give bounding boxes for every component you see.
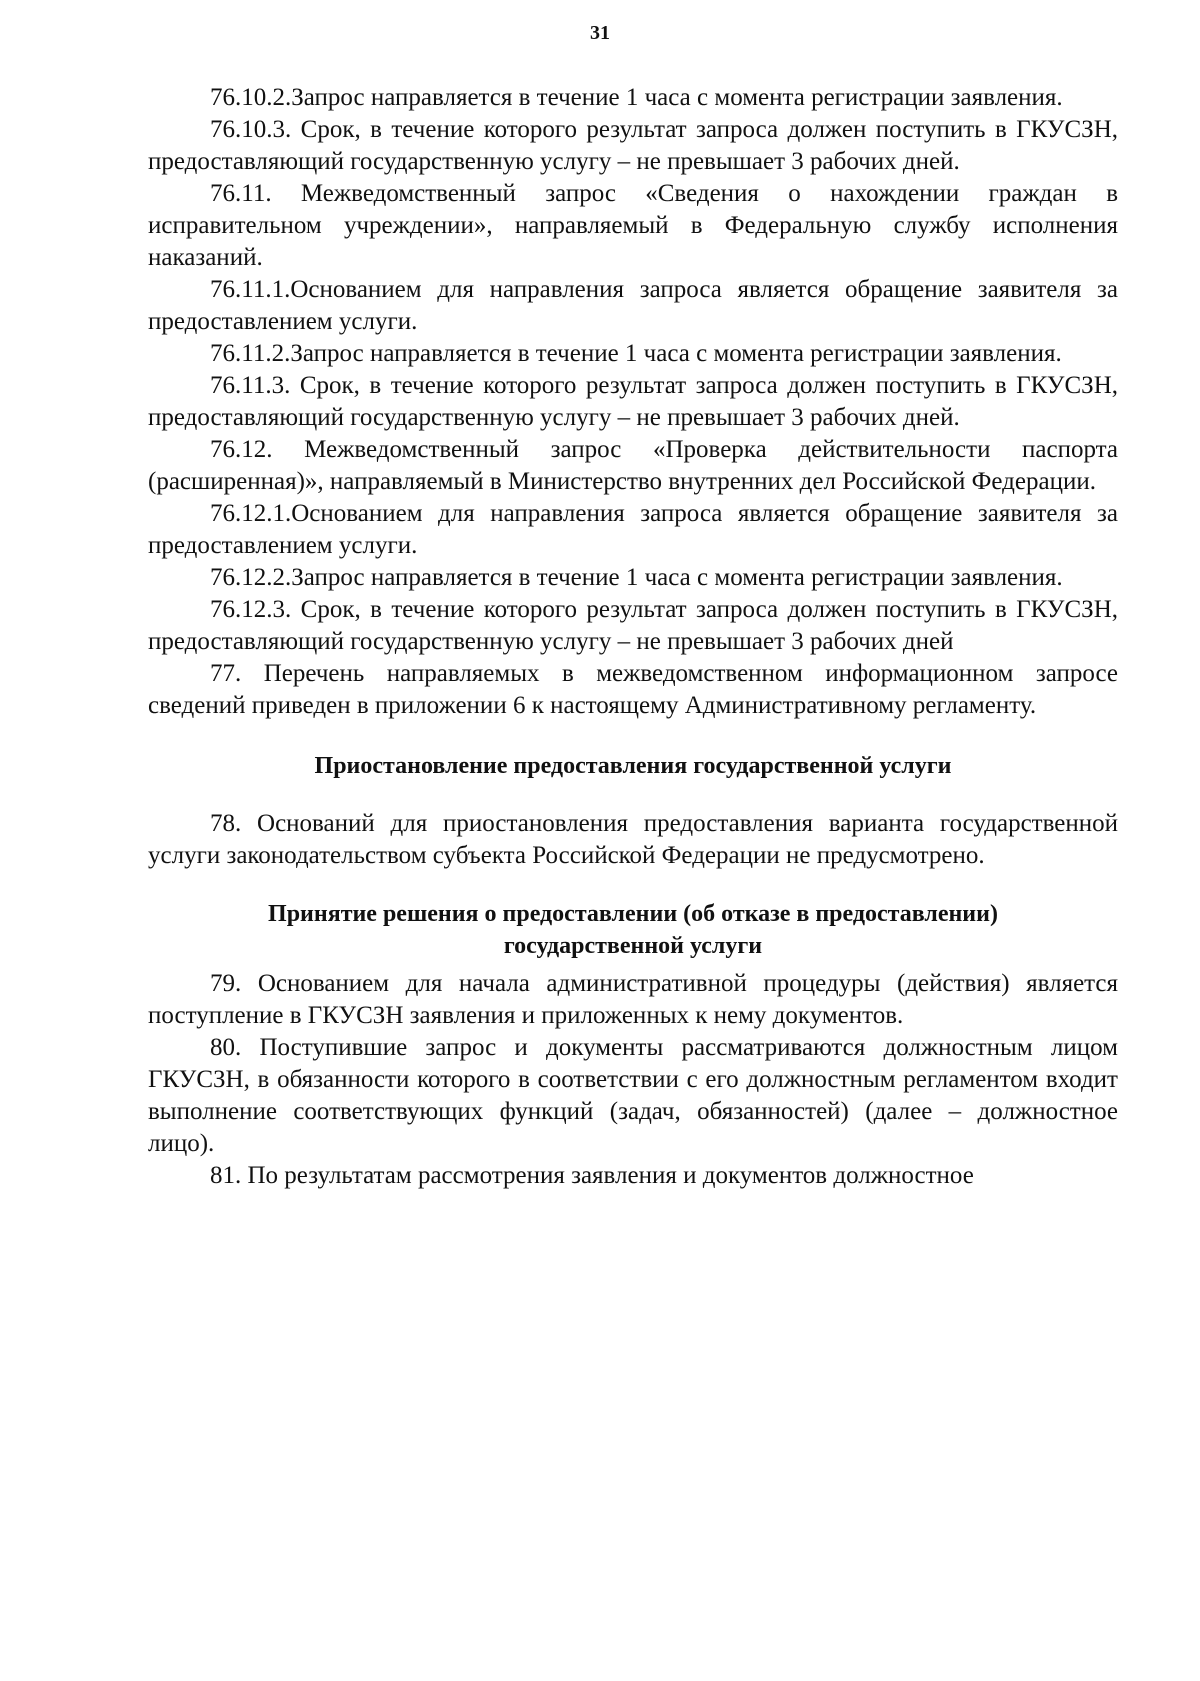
section-heading-decision-line-1: Принятие решения о предоставлении (об отказе в предоставлении) xyxy=(268,901,998,927)
paragraph-76-10-2: 76.10.2.Запрос направляется в течение 1 часа с момента регистрации заявления. xyxy=(210,84,1063,111)
page-number: 31 xyxy=(590,22,610,44)
section-heading-decision xyxy=(148,898,1118,962)
paragraph-76-12-1: 76.12.1.Основанием для направления запроса является обращение заявителя за предоставлением услуги. xyxy=(148,500,1118,559)
paragraph-76-11: 76.11. Межведомственный запрос «Сведения о нахождении граждан в исправительном учреждении», направляемый в Федеральную службу исполнения наказаний. xyxy=(148,180,1118,271)
paragraph-76-12-3: 76.12.3. Срок, в течение которого результат запроса должен поступить в ГКУСЗН, предоставляющий государственную услугу – не превышает 3 рабочих дней xyxy=(148,596,1118,655)
paragraph-76-12-2: 76.12.2.Запрос направляется в течение 1 часа с момента регистрации заявления. xyxy=(210,564,1063,591)
paragraph-81: 81. По результатам рассмотрения заявления и документов должностное xyxy=(210,1162,974,1189)
paragraph-76-12: 76.12. Межведомственный запрос «Проверка действительности паспорта (расширенная)», направляемый в Министерство внутренних дел Российской Федерации. xyxy=(148,436,1118,495)
document-body xyxy=(148,82,1118,1192)
section-heading-decision-line-2: государственной услуги xyxy=(503,933,763,959)
paragraph-77: 77. Перечень направляемых в межведомственном информационном запросе сведений приведен в приложении 6 к настоящему Административному регламенту. xyxy=(148,660,1118,719)
paragraph-76-10-3: 76.10.3. Срок, в течение которого результат запроса должен поступить в ГКУСЗН, предоставляющий государственную услугу – не превышает 3 рабочих дней. xyxy=(148,116,1118,175)
paragraph-76-11-3: 76.11.3. Срок, в течение которого результат запроса должен поступить в ГКУСЗН, предоставляющий государственную услугу – не превышает 3 рабочих дней. xyxy=(148,372,1118,431)
paragraph-78: 78. Оснований для приостановления предоставления варианта государственной услуги законодательством субъекта Российской Федерации не предусмотрено. xyxy=(148,810,1118,869)
paragraph-80: 80. Поступившие запрос и документы рассматриваются должностным лицом ГКУСЗН, в обязанности которого в соответствии с его должностным регламентом входит выполнение соответствующих функций (задач, обязанностей) (далее – должностное лицо). xyxy=(148,1034,1118,1157)
paragraph-76-11-1: 76.11.1.Основанием для направления запроса является обращение заявителя за предоставлением услуги. xyxy=(148,276,1118,335)
paragraph-79: 79. Основанием для начала административной процедуры (действия) является поступление в ГКУСЗН заявления и приложенных к нему документов. xyxy=(148,970,1118,1029)
section-heading-suspension: Приостановление предоставления государственной услуги xyxy=(314,753,952,779)
paragraph-76-11-2: 76.11.2.Запрос направляется в течение 1 часа с момента регистрации заявления. xyxy=(210,340,1062,367)
